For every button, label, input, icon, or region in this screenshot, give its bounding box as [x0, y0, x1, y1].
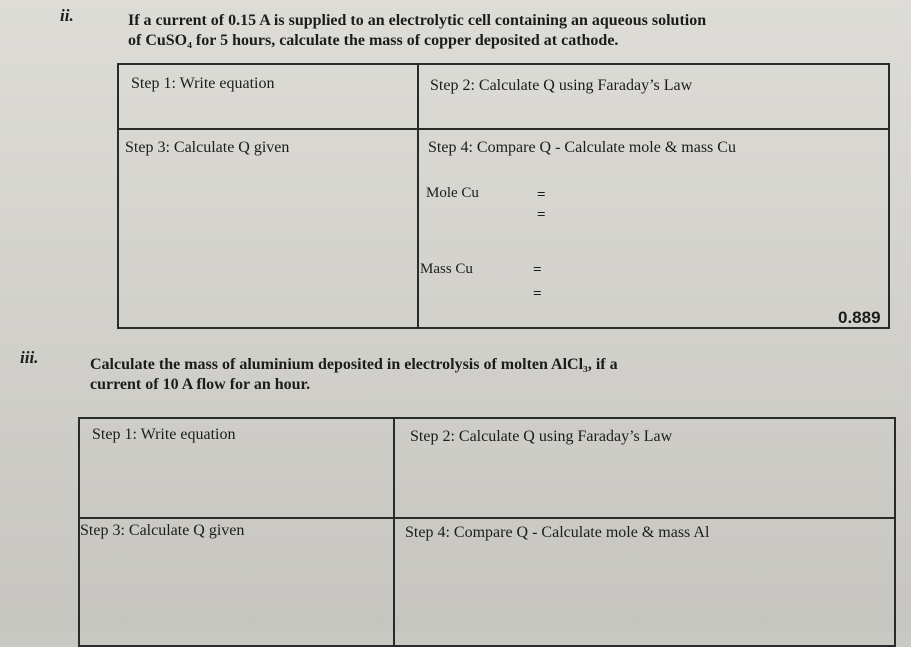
- table-ii-step2-label: Step 2: Calculate Q using Faraday’s Law: [430, 77, 693, 94]
- table-ii-step3-label: Step 3: Calculate Q given: [125, 139, 290, 156]
- mole-cu-label: Mole Cu: [426, 185, 479, 201]
- question-iii-text-line2: current of 10 A flow for an hour.: [90, 376, 311, 393]
- mass-cu-equals-2: =: [533, 286, 542, 302]
- mass-cu-label: Mass Cu: [420, 261, 473, 277]
- handwritten-answer: 0.889: [838, 308, 881, 327]
- table-ii-column-divider: [417, 63, 419, 329]
- table-iii-step4-label: Step 4: Compare Q - Calculate mole & mass Al: [405, 524, 710, 541]
- table-iii-step3-label: Step 3: Calculate Q given: [80, 522, 245, 539]
- question-iii-text-line1: Calculate the mass of aluminium deposited in electrolysis of molten AlCl₃, if a: [90, 356, 618, 373]
- table-ii-step1-label: Step 1: Write equation: [131, 75, 275, 92]
- table-ii-step4-label: Step 4: Compare Q - Calculate mole & mass Cu: [428, 139, 736, 156]
- question-ii-text-line2: of CuSO₄ for 5 hours, calculate the mass of copper deposited at cathode.: [128, 32, 619, 49]
- mole-cu-equals-1: =: [537, 187, 546, 203]
- question-number-ii: ii.: [60, 6, 74, 25]
- mass-cu-equals-1: =: [533, 262, 542, 278]
- question-ii-answer-table: [117, 63, 890, 329]
- question-ii-text-line1: If a current of 0.15 A is supplied to an electrolytic cell containing an aqueous solution: [128, 12, 707, 29]
- question-number-iii: iii.: [20, 348, 39, 367]
- table-iii-step2-label: Step 2: Calculate Q using Faraday’s Law: [410, 428, 673, 445]
- table-iii-row-divider: [78, 517, 896, 519]
- table-iii-step1-label: Step 1: Write equation: [92, 426, 236, 443]
- table-ii-row-divider: [117, 128, 890, 130]
- table-iii-column-divider: [393, 417, 395, 647]
- mole-cu-equals-2: =: [537, 207, 546, 223]
